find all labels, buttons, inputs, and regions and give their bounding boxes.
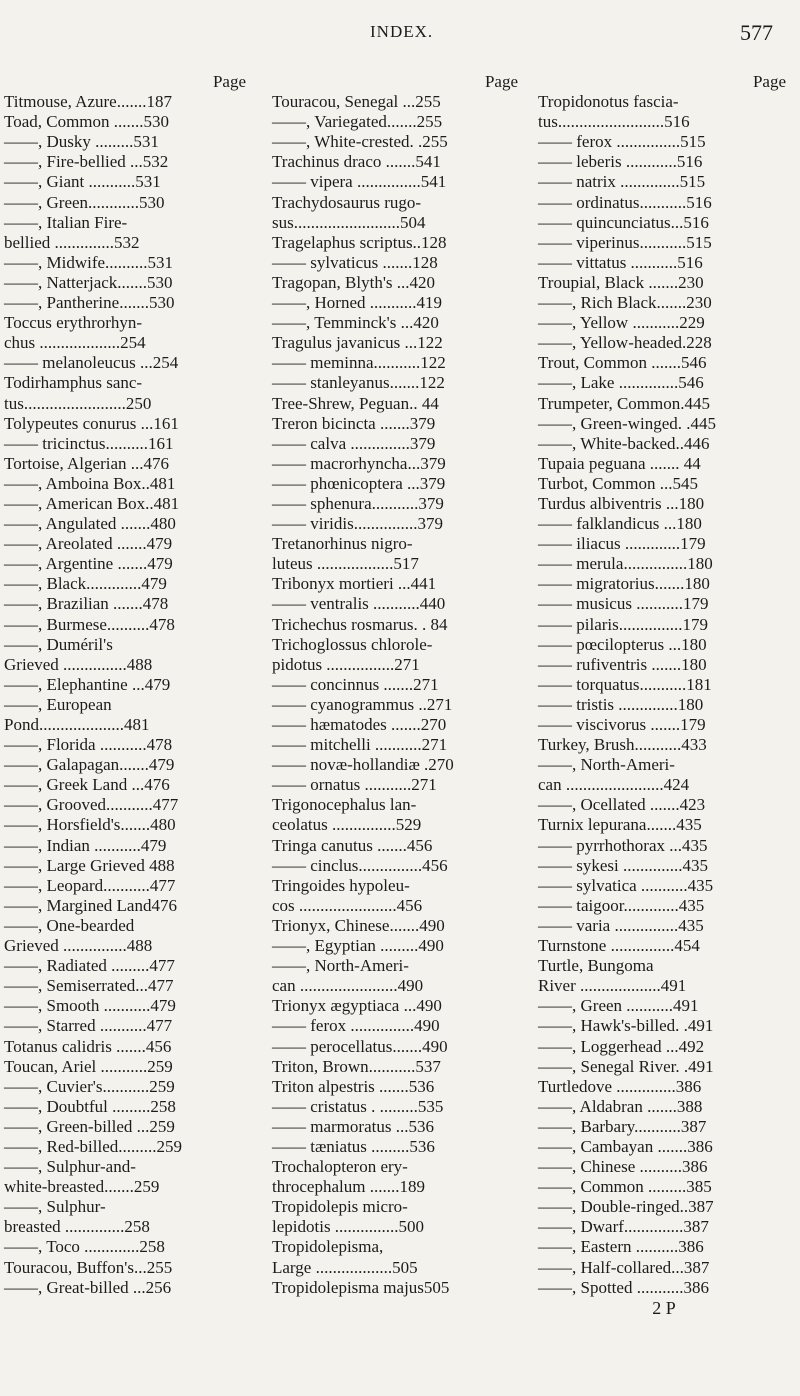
index-entry: ——, Green-winged. .445 (538, 413, 716, 433)
index-entry: ——, Great-billed ...256 (4, 1277, 172, 1297)
signature-mark: 2 P (652, 1297, 676, 1318)
index-entry: ——, Grooved...........477 (4, 795, 179, 815)
index-entry: luteus ..................517 (272, 554, 419, 574)
index-entry: —— varia ...............435 (538, 915, 704, 935)
index-entry: ——, Margined Land476 (4, 895, 177, 915)
index-entry: ——, Rich Black.......230 (538, 293, 712, 313)
index-entry: ——, Indian ...........479 (4, 835, 167, 855)
index-entry: —— vipera ...............541 (272, 172, 447, 192)
index-entry: Trachinus draco .......541 (272, 152, 441, 172)
index-entry: Tropidonotus fascia- (538, 92, 679, 112)
index-entry: ——, Angulated .......480 (4, 514, 176, 534)
index-entry: ——, Dusky .........531 (4, 132, 159, 152)
index-entry: —— ornatus ...........271 (272, 775, 437, 795)
index-entry: chus ...................254 (4, 333, 146, 353)
index-entry: Tortoise, Algerian ...476 (4, 453, 170, 473)
index-entry: ——, White-backed..446 (538, 433, 710, 453)
index-entry: ——, Semiserrated...477 (4, 976, 174, 996)
index-entry: Toccus erythrorhyn- (4, 313, 143, 333)
index-entry: —— concinnus .......271 (272, 674, 439, 694)
index-entry: ——, Barbary...........387 (538, 1116, 707, 1136)
index-entry: —— cristatus . .........535 (272, 1096, 444, 1116)
index-entry: Trachydosaurus rugo- (272, 192, 422, 212)
index-entry: Triton alpestris .......536 (272, 1076, 435, 1096)
index-entry: River ...................491 (538, 976, 687, 996)
index-entry: Tringa canutus .......456 (272, 835, 433, 855)
index-entry: ——, North-Ameri- (272, 956, 409, 976)
index-entry: ——, Brazilian .......478 (4, 594, 169, 614)
index-entry: —— merula...............180 (538, 554, 713, 574)
index-entry: —— sylvatica ...........435 (538, 875, 714, 895)
index-entry: Turnix lepurana.......435 (538, 815, 702, 835)
index-entry: ——, Spotted ...........386 (538, 1277, 709, 1297)
index-entry: ——, Radiated .........477 (4, 956, 175, 976)
index-entry: Trichoglossus chlorole- (272, 634, 433, 654)
index-entry: Turbot, Common ...545 (538, 473, 698, 493)
index-entry: —— leberis ............516 (538, 152, 703, 172)
index-entry: pidotus ................271 (272, 654, 420, 674)
index-entry: —— quincunciatus...516 (538, 212, 709, 232)
index-entry: ——, Temminck's ...420 (272, 313, 439, 333)
index-entry: —— perocellatus.......490 (272, 1036, 448, 1056)
page-header (0, 22, 800, 52)
index-entry: —— ventralis ...........440 (272, 594, 446, 614)
index-entry: ——, Senegal River. .491 (538, 1056, 714, 1076)
index-column-3 (538, 72, 790, 1318)
index-entry: Tropidolepis micro- (272, 1197, 408, 1217)
index-entry: —— viridis...............379 (272, 514, 443, 534)
index-entry: ——, Italian Fire- (4, 212, 128, 232)
index-entry: Trochalopteron ery- (272, 1157, 408, 1177)
index-entry: ——, Yellow ...........229 (538, 313, 705, 333)
index-entry: ——, Variegated.......255 (272, 112, 443, 132)
index-entry: —— stanleyanus.......122 (272, 373, 445, 393)
index-entry: ——, Green-billed ...259 (4, 1116, 175, 1136)
index-entry: —— ferox ...............515 (538, 132, 706, 152)
index-entry: Tribonyx mortieri ...441 (272, 574, 437, 594)
index-entry: ——, Lake ..............546 (538, 373, 704, 393)
index-entry: Tragopan, Blyth's ...420 (272, 272, 436, 292)
index-entry: ——, Eastern ..........386 (538, 1237, 704, 1257)
index-entry: ——, Large Grieved 488 (4, 855, 175, 875)
column-page-label: Page (752, 72, 786, 91)
page-number: 577 (740, 20, 773, 45)
index-entry: ——, Natterjack.......530 (4, 272, 173, 292)
index-entry: —— falklandicus ...180 (538, 514, 702, 534)
index-entry: —— pyrrhothorax ...435 (538, 835, 708, 855)
index-entry: —— tæniatus .........536 (272, 1136, 435, 1156)
index-entry: ——, Red-billed.........259 (4, 1136, 183, 1156)
index-entry: —— sphenura...........379 (272, 493, 444, 513)
index-entry: ——, Dwarf..............387 (538, 1217, 709, 1237)
index-entry: ——, Areolated .......479 (4, 534, 173, 554)
index-entry: ——, Sulphur-and- (4, 1157, 136, 1177)
index-entry: ——, Sulphur- (4, 1197, 106, 1217)
index-entry: —— natrix ..............515 (538, 172, 706, 192)
index-entry: ——, Half-collared...387 (538, 1257, 710, 1277)
index-entry: —— pilaris...............179 (538, 614, 708, 634)
index-entry: Treron bicincta .......379 (272, 413, 436, 433)
index-entry: —— taigoor.............435 (538, 895, 705, 915)
index-entry: Grieved ...............488 (4, 654, 153, 674)
column-page-label: Page (212, 72, 246, 91)
index-entry: bellied ..............532 (4, 232, 140, 252)
index-entry: —— vittatus ...........516 (538, 252, 703, 272)
running-title: INDEX. (370, 22, 434, 41)
index-entry: Tupaia peguana ....... 44 (538, 453, 701, 473)
index-column-1 (4, 72, 250, 1298)
index-entry: —— ordinatus...........516 (538, 192, 712, 212)
index-entry: —— calva ..............379 (272, 433, 436, 453)
index-entry: throcephalum .......189 (272, 1177, 425, 1197)
index-entry: Trumpeter, Common.445 (538, 393, 711, 413)
index-entry: —— meminna...........122 (272, 353, 446, 373)
index-entry: Pond....................481 (4, 715, 150, 734)
index-entry: ——, Toco .............258 (4, 1237, 165, 1257)
index-entry: ——, Duméril's (4, 634, 113, 654)
index-entry: breasted ..............258 (4, 1217, 150, 1237)
index-entry: ——, Amboina Box..481 (4, 473, 176, 493)
index-entry: ——, Argentine .......479 (4, 554, 173, 574)
index-entry: sus.........................504 (272, 212, 426, 232)
index-entry: Totanus calidris .......456 (4, 1036, 172, 1056)
index-entry: —— musicus ...........179 (538, 594, 709, 614)
index-entry: —— novæ-hollandiæ .270 (272, 755, 454, 775)
index-entry: ——, European (4, 694, 112, 714)
index-entry: Trionyx, Chinese.......490 (272, 915, 445, 935)
index-entry: Tree-Shrew, Peguan.. 44 (272, 393, 439, 413)
index-entry: ——, American Box..481 (4, 493, 180, 513)
index-entry: ——, Egyptian .........490 (272, 936, 444, 956)
index-entry: Tretanorhinus nigro- (272, 534, 413, 554)
index-entry: ——, Loggerhead ...492 (538, 1036, 705, 1056)
index-entry: ——, Fire-bellied ...532 (4, 152, 169, 172)
index-entry: ——, North-Ameri- (538, 755, 675, 775)
index-entry: —— cyanogrammus ..271 (272, 694, 453, 714)
index-entry: —— tricinctus..........161 (4, 433, 174, 453)
index-entry: ——, Burmese..........478 (4, 614, 175, 634)
index-entry: tus.........................516 (538, 112, 690, 132)
index-entry: ——, Horned ...........419 (272, 293, 442, 313)
index-entry: Triton, Brown...........537 (272, 1056, 441, 1076)
index-entry: lepidotis ...............500 (272, 1217, 425, 1237)
index-entry: ——, Ocellated .......423 (538, 795, 706, 815)
index-entry: —— hæmatodes .......270 (272, 715, 447, 734)
index-entry: Turnstone ...............454 (538, 936, 700, 956)
index-entry: —— migratorius.......180 (538, 574, 710, 594)
index-entry: —— marmoratus ...536 (272, 1116, 434, 1136)
index-entry: Turtle, Bungoma (538, 956, 654, 976)
index-entry: Grieved ...............488 (4, 936, 153, 956)
index-entry: Touracou, Senegal ...255 (272, 92, 441, 112)
index-entry: —— viscivorus .......179 (538, 715, 706, 734)
index-entry: Troupial, Black .......230 (538, 272, 704, 292)
index-entry: —— melanoleucus ...254 (4, 353, 179, 373)
index-entry: Turdus albiventris ...180 (538, 493, 705, 513)
index-entry: ——, Black.............479 (4, 574, 167, 594)
index-entry: tus........................250 (4, 393, 152, 413)
index-entry: —— mitchelli ...........271 (272, 735, 448, 755)
index-entry: ——, Hawk's-billed. .491 (538, 1016, 714, 1036)
index-entry: —— iliacus .............179 (538, 534, 706, 554)
index-entry: —— viperinus...........515 (538, 232, 712, 252)
index-entry: Todirhamphus sanc- (4, 373, 143, 393)
index-entry: Titmouse, Azure.......187 (4, 92, 172, 112)
index-entry: ——, Double-ringed..387 (538, 1197, 714, 1217)
index-entry: ——, Elephantine ...479 (4, 674, 171, 694)
index-entry: —— ferox ...............490 (272, 1016, 440, 1036)
index-entry: ——, Starred ...........477 (4, 1016, 173, 1036)
index-entry: —— rufiventris .......180 (538, 654, 707, 674)
index-entry: Touracou, Buffon's...255 (4, 1257, 173, 1277)
index-entry: Trout, Common .......546 (538, 353, 707, 373)
index-entry: —— cinclus...............456 (272, 855, 448, 875)
index-entry: —— macrorhyncha...379 (272, 453, 446, 473)
index-entry: Large ..................505 (272, 1257, 418, 1277)
index-entry: ——, Galapagan.......479 (4, 755, 175, 775)
index-entry: ——, Cambayan .......386 (538, 1136, 713, 1156)
index-entry: Toad, Common .......530 (4, 112, 170, 132)
index-entry: —— tristis ..............180 (538, 694, 704, 714)
index-entry: ——, Midwife..........531 (4, 252, 174, 272)
index-entry: can .......................424 (538, 775, 690, 795)
index-entry: ——, Cuvier's...........259 (4, 1076, 175, 1096)
index-entry: ——, Pantherine.......530 (4, 293, 175, 313)
index-entry: white-breasted.......259 (4, 1177, 160, 1197)
index-entry: ——, Green ...........491 (538, 996, 699, 1016)
index-entry: ——, Green............530 (4, 192, 165, 212)
index-entry: ——, Yellow-headed.228 (538, 333, 712, 353)
index-entry: Tolypeutes conurus ...161 (4, 413, 179, 433)
index-entry: ——, White-crested. .255 (272, 132, 448, 152)
index-entry: can .......................490 (272, 976, 424, 996)
index-entry: ——, Horsfield's.......480 (4, 815, 176, 835)
index-entry: ——, Greek Land ...476 (4, 775, 170, 795)
index-entry: Toucan, Ariel ...........259 (4, 1056, 173, 1076)
index-entry: Tropidolepisma, (272, 1237, 384, 1257)
index-column-2 (272, 72, 522, 1298)
index-entry: Tragulus javanicus ...122 (272, 333, 443, 353)
index-entry: ——, Smooth ...........479 (4, 996, 176, 1016)
index-entry: ——, One-bearded (4, 915, 135, 935)
index-entry: Tringoides hypoleu- (272, 875, 410, 895)
index-entry: —— sylvaticus .......128 (272, 252, 438, 272)
index-entry: Tragelaphus scriptus..128 (272, 232, 447, 252)
index-entry: ——, Chinese ..........386 (538, 1157, 708, 1177)
index-entry: ceolatus ...............529 (272, 815, 422, 835)
index-entry: Trichechus rosmarus. . 84 (272, 614, 448, 634)
index-entry: cos .......................456 (272, 895, 423, 915)
index-entry: ——, Giant ...........531 (4, 172, 161, 192)
index-entry: Tropidolepisma majus505 (272, 1277, 450, 1297)
index-entry: —— torquatus...........181 (538, 674, 712, 694)
index-entry: Trionyx ægyptiaca ...490 (272, 996, 442, 1016)
index-entry: Turtledove ..............386 (538, 1076, 702, 1096)
index-entry: Turkey, Brush...........433 (538, 735, 707, 755)
index-entry: ——, Florida ...........478 (4, 735, 173, 755)
index-entry: ——, Leopard...........477 (4, 875, 176, 895)
index-entry: —— phœnicoptera ...379 (272, 473, 446, 493)
index-entry: —— pœcilopterus ...180 (538, 634, 707, 654)
index-entry: —— sykesi ..............435 (538, 855, 708, 875)
index-entry: ——, Aldabran .......388 (538, 1096, 703, 1116)
index-entry: Trigonocephalus lan- (272, 795, 417, 815)
index-entry: ——, Doubtful .........258 (4, 1096, 176, 1116)
index-entry: ——, Common .........385 (538, 1177, 712, 1197)
column-page-label: Page (484, 72, 518, 91)
